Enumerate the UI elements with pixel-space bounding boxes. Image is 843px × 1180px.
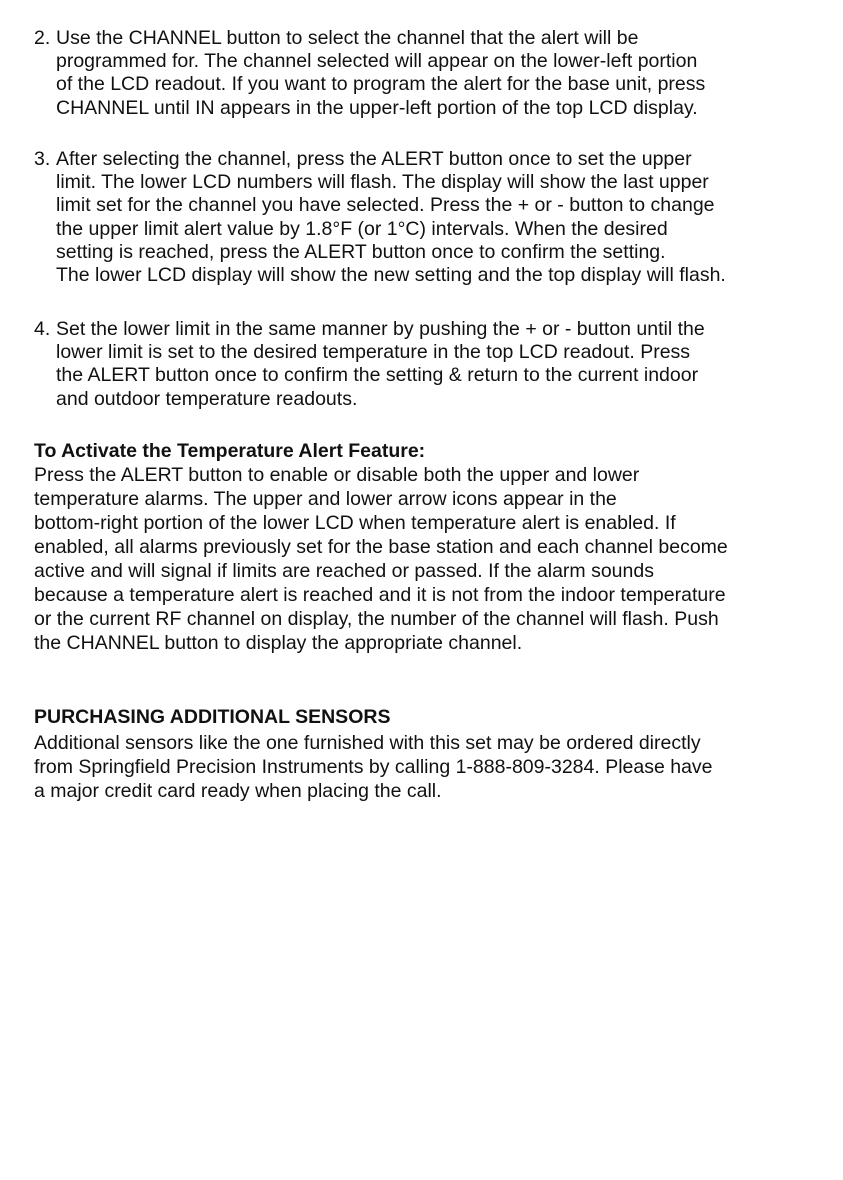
paragraph-line: or the current RF channel on display, the number of the channel will flash. Push [34,608,719,630]
step-line: Use the CHANNEL button to select the channel that the alert will be [56,27,639,49]
paragraph-line: because a temperature alert is reached and it is not from the indoor temperature [34,584,726,606]
paragraph-line: active and will signal if limits are reached or passed. If the alarm sounds [34,560,654,582]
paragraph-line: from Springfield Precision Instruments by calling 1-888-809-3284. Please have [34,756,713,778]
step-line: programmed for. The channel selected will appear on the lower-left portion [56,50,698,73]
step-number: 4. [34,318,51,340]
step-number: 2. [34,27,51,49]
alert-feature-heading: To Activate the Temperature Alert Feature: [34,440,426,462]
paragraph-line: Additional sensors like the one furnished with this set may be ordered directly [34,732,701,754]
step-number: 3. [34,148,51,170]
step-line: limit. The lower LCD numbers will flash. The display will show the last upper [56,171,709,194]
step-4 [34,318,824,411]
step-line: lower limit is set to the desired temperature in the top LCD readout. Press [56,341,691,364]
alert-feature-paragraph [34,463,824,655]
paragraph-line: the CHANNEL button to display the appropriate channel. [34,632,523,654]
step-line: limit set for the channel you have selected. Press the + or - button to change [56,194,715,217]
paragraph-line: Press the ALERT button to enable or disable both the upper and lower [34,464,640,486]
purchasing-heading: PURCHASING ADDITIONAL SENSORS [34,706,391,728]
step-line: After selecting the channel, press the ALERT button once to set the upper [56,148,692,170]
step-line: the ALERT button once to confirm the setting & return to the current indoor [56,364,699,387]
paragraph-line: temperature alarms. The upper and lower arrow icons appear in the [34,488,617,510]
step-line: the upper limit alert value by 1.8°F (or 1°C) intervals. When the desired [56,217,668,240]
step-line: Set the lower limit in the same manner by pushing the + or - button until the [56,318,705,340]
step-line: and outdoor temperature readouts. [56,387,358,410]
step-line: The lower LCD display will show the new setting and the top display will flash. [56,264,726,287]
step-line: of the LCD readout. If you want to program the alert for the base unit, press [56,73,706,96]
paragraph-line: a major credit card ready when placing the call. [34,780,442,802]
purchasing-paragraph [34,731,824,803]
step-line: setting is reached, press the ALERT button once to confirm the setting. [56,240,666,263]
paragraph-line: enabled, all alarms previously set for the base station and each channel become [34,536,728,558]
step-2 [34,27,824,120]
paragraph-line: bottom-right portion of the lower LCD when temperature alert is enabled. If [34,512,676,534]
step-line: CHANNEL until IN appears in the upper-left portion of the top LCD display. [56,96,698,119]
step-3 [34,148,824,287]
